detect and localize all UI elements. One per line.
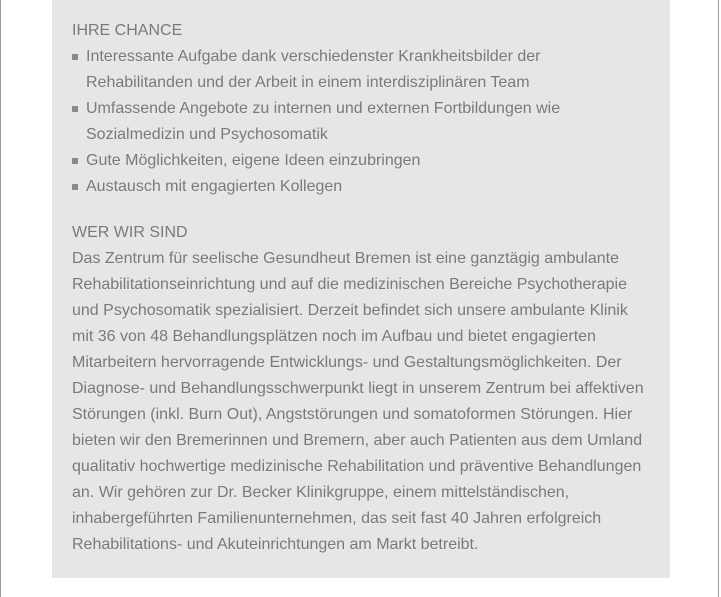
about-paragraph: Das Zentrum für seelische Gesundheut Bremen ist eine ganztägig ambulante Rehabilitationseinrichtung und auf die medizinischen Bereiche Psychotherapie und Psychosomatik spezialisiert. Derzeit befindet sich unsere ambulante Klinik mit 36 von 48 Behandlungsplätzen noch im Aufbau und bietet engagierten Mitarbeitern hervorragende Entwicklungs- und Gestaltungsmöglichkeiten. Der Diagnose- und Behandlungsschwerpunkt liegt in unserem Zentrum bei affektiven Störungen (inkl. Burn Out), Angststörungen und somatoformen Störungen. Hier bieten wir den Bremerinnen und Bremern, aber auch Patienten aus dem Umland qualitativ hochwertige medizinische Rehabilitation und präventive Behandlungen an. Wir gehören zur Dr. Becker Klinikgruppe, einem mittelständischen, inhabergeführten Familienunternehmen, das seit fast 40 Jahren erfolgreich Rehabilitations- und Akuteinrichtungen am Markt betreibt. bbox=[72, 250, 644, 553]
list-item: Umfassende Angebote zu internen und externen Fortbildungen wie Sozialmedizin und Psychosomatik bbox=[72, 96, 650, 148]
list-item: Austausch mit engagierten Kollegen bbox=[72, 174, 650, 200]
about-heading: WER WIR SIND bbox=[72, 224, 188, 241]
chance-heading: IHRE CHANCE bbox=[72, 22, 183, 39]
list-item: Gute Möglichkeiten, eigene Ideen einzubringen bbox=[72, 148, 650, 174]
job-info-panel bbox=[52, 0, 670, 578]
section-spacer bbox=[72, 200, 650, 220]
list-item: Interessante Aufgabe dank verschiedenster Krankheitsbilder der Rehabilitanden und der Arbeit in einem interdisziplinären Team bbox=[72, 44, 650, 96]
chance-list bbox=[72, 44, 650, 200]
